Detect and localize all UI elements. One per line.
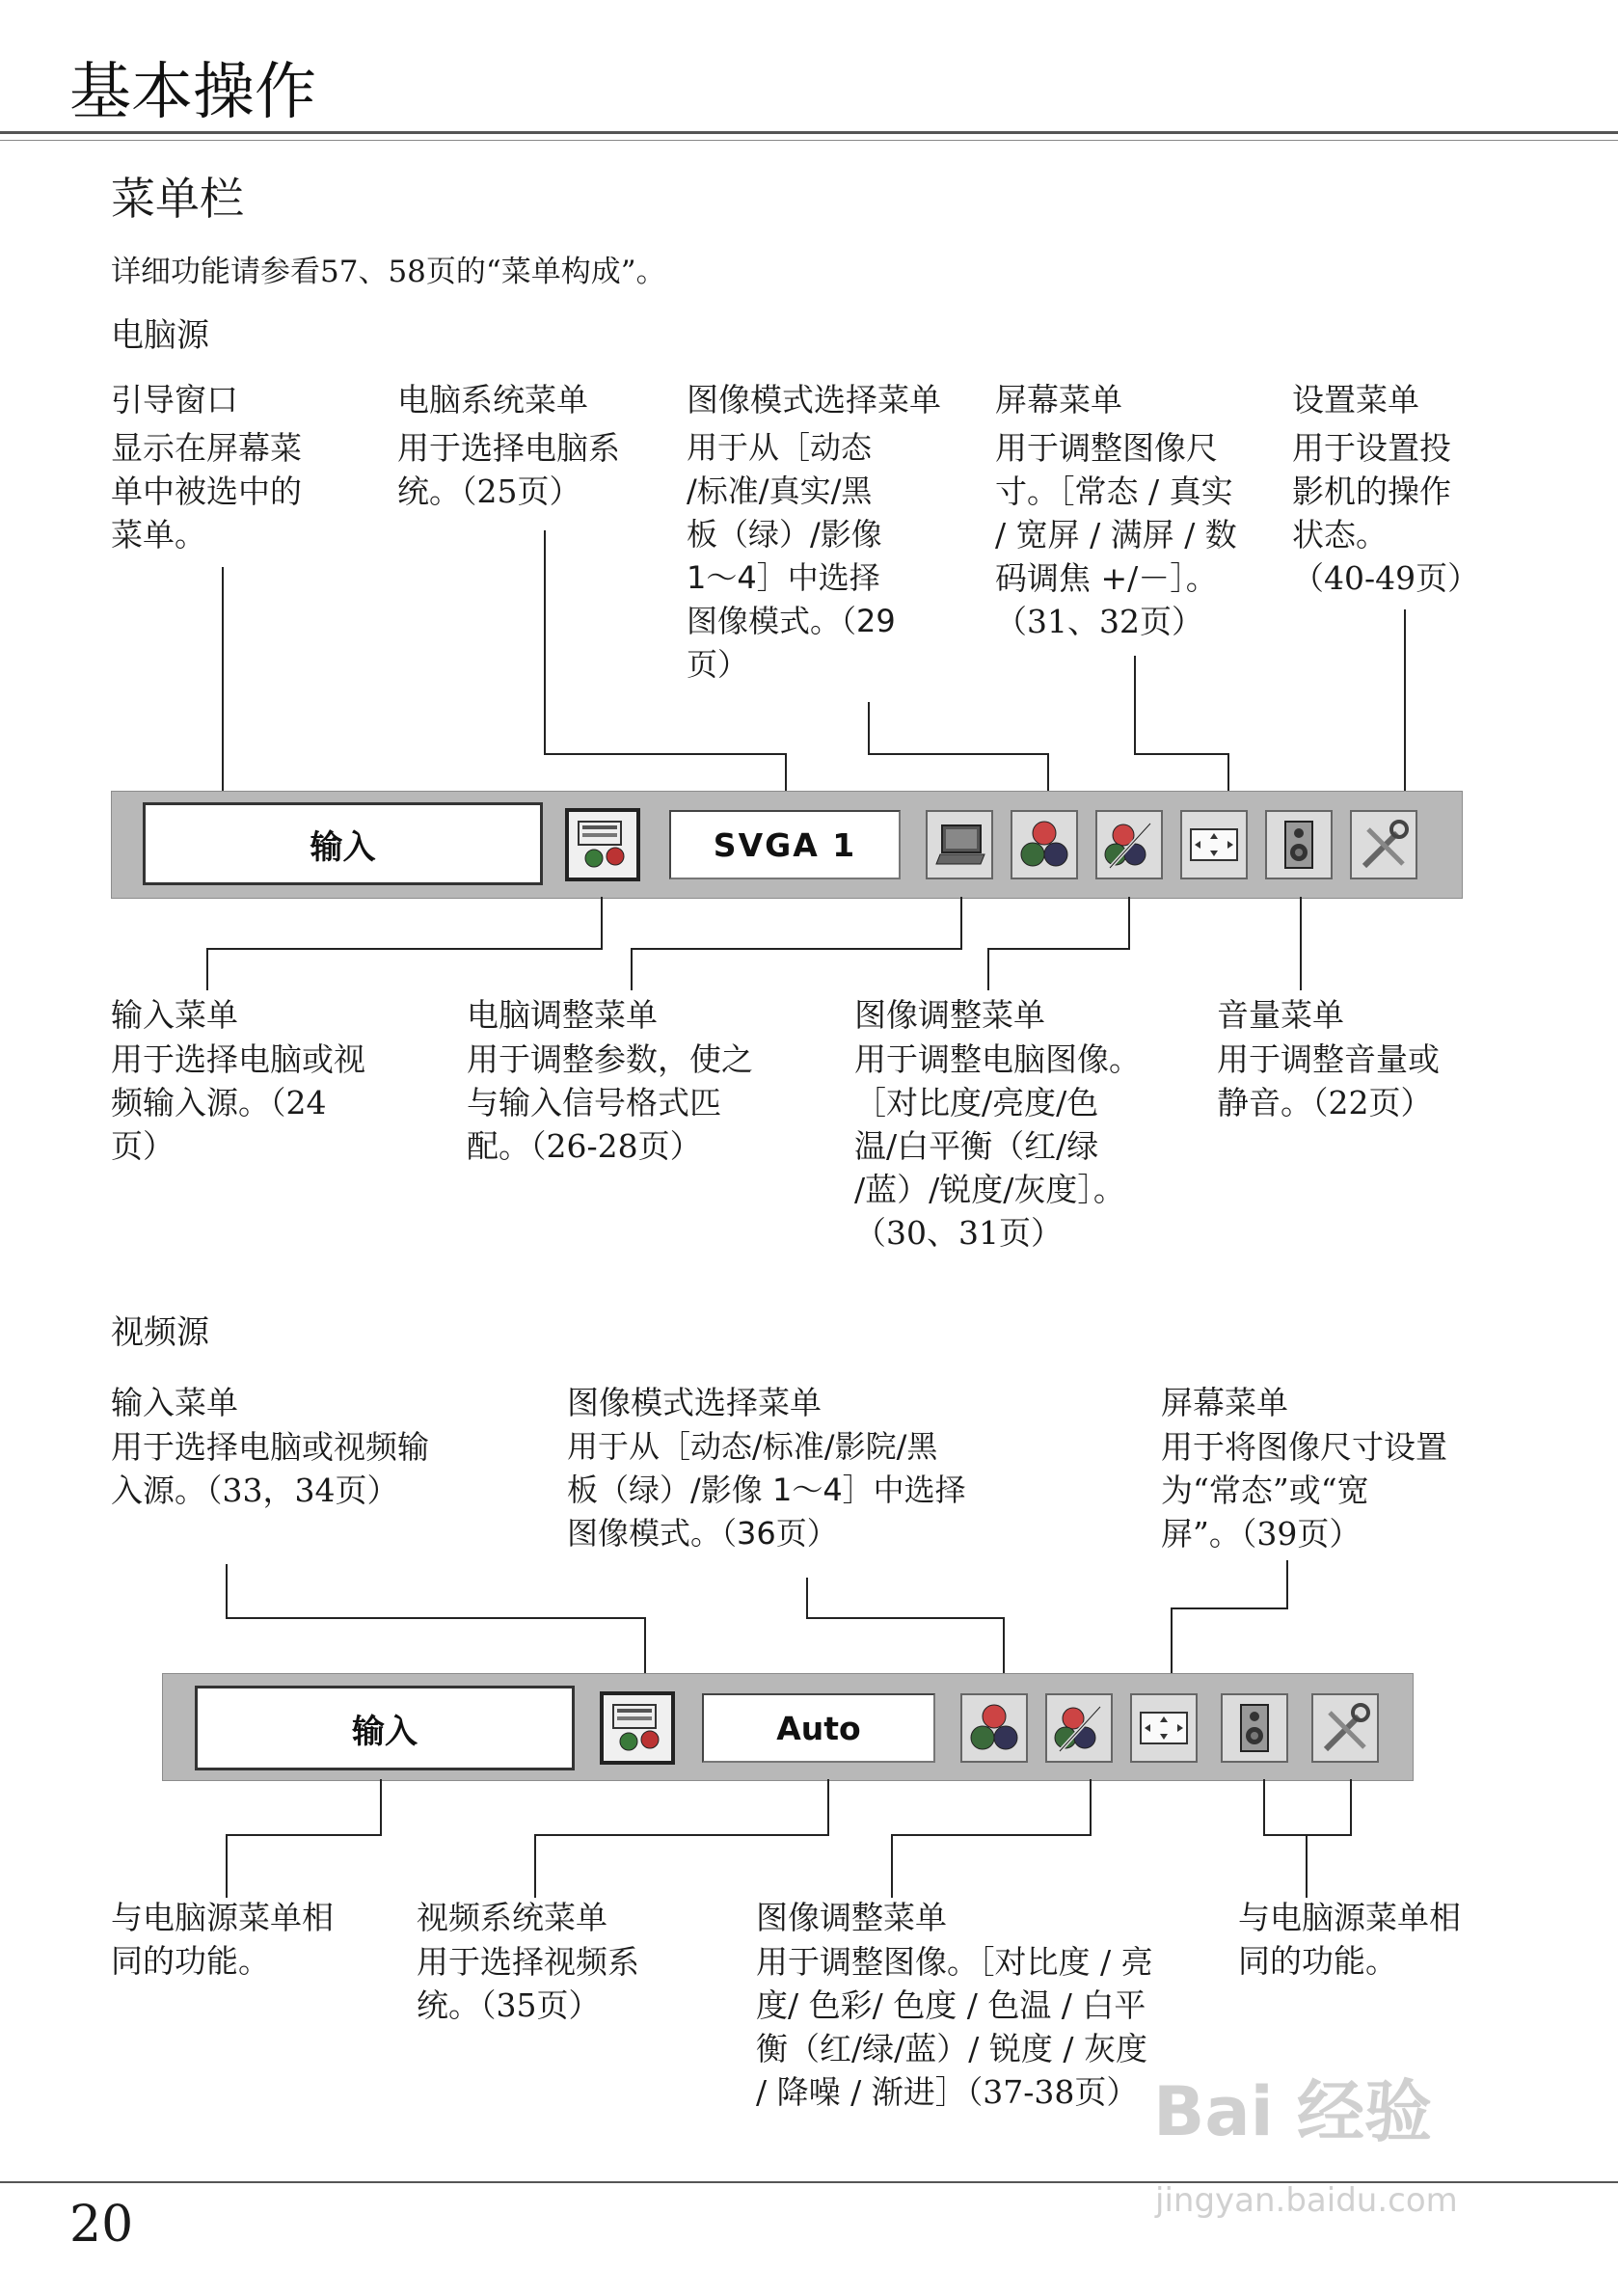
connector <box>226 1834 382 1836</box>
connector <box>1404 609 1406 798</box>
image-adjust-icon[interactable] <box>1045 1693 1113 1763</box>
intro-text: 详细功能请参看57、58页的“菜单构成”。 <box>111 255 666 289</box>
callout-computer-system <box>397 378 620 513</box>
callout-title: 屏幕菜单 <box>1161 1384 1288 1421</box>
connector <box>1306 1834 1308 1898</box>
connector <box>534 1834 536 1898</box>
connector <box>1128 897 1130 949</box>
callout-line: 用于将图像尺寸设置 <box>1161 1428 1447 1466</box>
callout-title: 图像调整菜单 <box>756 1899 947 1936</box>
setting-icon[interactable] <box>1350 810 1417 879</box>
callout-line: 菜单。 <box>111 516 206 554</box>
sound-icon[interactable] <box>1221 1693 1288 1763</box>
connector <box>1090 1779 1092 1835</box>
callout-line: 用于选择电脑或视频输 <box>111 1428 429 1466</box>
callout-title: 音量菜单 <box>1217 996 1344 1034</box>
callout-line: 用于调整图像尺 <box>995 429 1218 467</box>
callout-video-image-adjust <box>756 1896 1153 2114</box>
callout-line: 用于调整音量或 <box>1217 1040 1440 1078</box>
section-title: 菜单栏 <box>111 173 244 225</box>
connector <box>601 897 603 949</box>
input-menu-icon[interactable] <box>565 808 640 881</box>
connector <box>226 1564 228 1618</box>
page-title: 基本操作 <box>69 57 316 128</box>
connector <box>1263 1779 1265 1835</box>
connector <box>987 948 989 990</box>
callout-line: 屏”。（39页） <box>1161 1515 1362 1553</box>
callout-line: （30、31页） <box>854 1214 1063 1252</box>
callout-line: （31、32页） <box>995 603 1203 640</box>
callout-video-same-left <box>111 1896 334 1983</box>
connector <box>534 1834 829 1836</box>
callout-line: 同的功能。 <box>111 1942 270 1980</box>
callout-line: 状态。 <box>1292 516 1388 554</box>
callout-line: 统。（35页） <box>417 1986 601 2024</box>
callout-title: 图像模式选择菜单 <box>687 381 941 419</box>
callout-line: 与电脑源菜单相 <box>1238 1899 1461 1936</box>
callout-title: 屏幕菜单 <box>995 381 1122 419</box>
computer-source-title: 电脑源 <box>111 316 209 355</box>
connector <box>806 1617 1005 1619</box>
setting-icon[interactable] <box>1311 1693 1379 1763</box>
image-select-icon[interactable] <box>960 1693 1028 1763</box>
callout-line: /蓝）/锐度/灰度］。 <box>854 1171 1125 1208</box>
callout-line: 页） <box>111 1127 175 1165</box>
callout-image-adjust <box>854 993 1141 1255</box>
connector <box>806 1578 808 1618</box>
callout-line: 图像模式。（36页） <box>567 1515 838 1552</box>
callout-line: 同的功能。 <box>1238 1942 1397 1980</box>
callout-line: 码调焦 +/－］。 <box>995 559 1218 597</box>
callout-line: 用于调整图像。［对比度 / 亮 <box>756 1943 1153 1981</box>
callout-line: 用于设置投 <box>1292 429 1451 467</box>
connector <box>1171 1607 1288 1609</box>
callout-sound <box>1217 993 1440 1124</box>
connector <box>1263 1834 1352 1836</box>
callout-line: 为“常态”或“宽 <box>1161 1472 1369 1509</box>
callout-line: 用于选择电脑或视 <box>111 1040 365 1078</box>
callout-title: 图像模式选择菜单 <box>567 1384 822 1421</box>
callout-line: 影机的操作 <box>1292 473 1451 510</box>
callout-title: 输入菜单 <box>111 996 238 1034</box>
callout-setting <box>1292 378 1479 600</box>
callout-screen <box>995 378 1237 643</box>
guide-window-input: 输入 <box>143 802 543 885</box>
connector <box>644 1617 646 1679</box>
callout-line: 寸。［常态 / 真实 <box>995 473 1233 510</box>
callout-title: 设置菜单 <box>1292 381 1419 419</box>
connector <box>544 753 787 755</box>
connector <box>380 1779 382 1835</box>
callout-image-mode <box>687 378 941 687</box>
callout-line: 用于选择电脑系 <box>397 429 620 467</box>
page-number: 20 <box>69 2196 134 2254</box>
connector <box>827 1779 829 1835</box>
callout-title: 电脑系统菜单 <box>397 381 588 419</box>
callout-line: 与电脑源菜单相 <box>111 1899 334 1936</box>
callout-line: 用于从［动态 <box>687 429 873 466</box>
callout-line: 温/白平衡（红/绿 <box>854 1127 1099 1165</box>
connector <box>987 948 1130 950</box>
video-source-title: 视频源 <box>111 1313 209 1352</box>
callout-line: 板（绿）/影像 <box>687 516 882 553</box>
connector <box>226 1834 228 1898</box>
connector <box>1350 1779 1352 1835</box>
callout-line: 用于调整电脑图像。 <box>854 1040 1141 1078</box>
input-menu-icon[interactable] <box>600 1691 675 1765</box>
video-system-field[interactable]: Auto <box>702 1693 935 1763</box>
callout-line: /标准/真实/黑 <box>687 473 873 509</box>
connector <box>206 948 208 990</box>
connector <box>1171 1607 1173 1679</box>
callout-video-image-mode <box>567 1381 966 1555</box>
callout-title: 视频系统菜单 <box>417 1899 607 1936</box>
callout-guide-window <box>111 378 302 556</box>
callout-line: 单中被选中的 <box>111 473 302 510</box>
connector <box>631 948 633 990</box>
callout-line: 频输入源。（24 <box>111 1084 327 1121</box>
callout-line: 用于选择视频系 <box>417 1943 639 1981</box>
callout-title: 电脑调整菜单 <box>467 996 658 1034</box>
callout-line: / 宽屏 / 满屏 / 数 <box>995 516 1237 554</box>
callout-line: 显示在屏幕菜 <box>111 429 302 467</box>
callout-line: 页） <box>687 646 749 683</box>
connector <box>960 897 962 949</box>
computer-system-field[interactable]: SVGA 1 <box>669 810 901 879</box>
connector <box>1003 1617 1005 1679</box>
callout-title: 引导窗口 <box>111 381 238 419</box>
callout-line: 1～4］中选择 <box>687 559 880 596</box>
connector <box>631 948 962 950</box>
header-rule-thin <box>0 140 1618 141</box>
video-guide-window-input: 输入 <box>195 1686 575 1770</box>
connector <box>868 753 1049 755</box>
callout-line: 衡（红/绿/蓝）/ 锐度 / 灰度 <box>756 2030 1147 2067</box>
connector <box>544 530 546 754</box>
connector <box>222 567 224 798</box>
baidu-watermark: Bai 经验 <box>1153 2072 1432 2151</box>
callout-video-screen <box>1161 1381 1447 1555</box>
connector <box>226 1617 646 1619</box>
callout-line: 用于调整参数，使之 <box>467 1040 753 1078</box>
callout-line: （40-49页） <box>1292 559 1480 597</box>
connector <box>1286 1560 1288 1608</box>
header-rule <box>0 131 1618 134</box>
callout-input-menu <box>111 993 365 1168</box>
callout-line: 板（绿）/影像 1～4］中选择 <box>567 1472 966 1508</box>
callout-line: 统。（25页） <box>397 473 581 510</box>
connector <box>206 948 603 950</box>
image-select-icon[interactable] <box>1011 810 1078 879</box>
sound-icon[interactable] <box>1265 810 1333 879</box>
callout-line: 入源。（33，34页） <box>111 1472 399 1509</box>
callout-video-system <box>417 1896 639 2027</box>
callout-computer-adjust <box>467 993 753 1168</box>
callout-line: 度/ 色彩/ 色度 / 色温 / 白平 <box>756 1986 1146 2024</box>
callout-line: 静音。（22页） <box>1217 1084 1433 1121</box>
image-adjust-icon[interactable] <box>1095 810 1163 879</box>
screen-icon[interactable] <box>1180 810 1248 879</box>
screen-icon[interactable] <box>1130 1693 1198 1763</box>
callout-line: 用于从［动态/标准/影院/黑 <box>567 1428 938 1465</box>
connector <box>1300 897 1302 990</box>
computer-adjust-icon[interactable] <box>926 810 993 879</box>
callout-title: 图像调整菜单 <box>854 996 1045 1034</box>
connector <box>868 702 870 754</box>
callout-line: ［对比度/亮度/色 <box>854 1084 1099 1121</box>
connector <box>891 1834 1092 1836</box>
connector <box>891 1834 893 1898</box>
connector <box>1134 656 1136 754</box>
callout-line: / 降噪 / 渐进］（37-38页） <box>756 2073 1139 2111</box>
callout-line: 配。（26-28页） <box>467 1127 702 1165</box>
connector <box>1134 753 1229 755</box>
callout-title: 输入菜单 <box>111 1384 238 1421</box>
baidu-watermark-url: jingyan.baidu.com <box>1155 2181 1458 2220</box>
callout-line: 与输入信号格式匹 <box>467 1084 721 1121</box>
callout-line: 图像模式。（29 <box>687 603 896 639</box>
callout-video-same-right <box>1238 1896 1461 1983</box>
callout-video-input-menu <box>111 1381 429 1512</box>
